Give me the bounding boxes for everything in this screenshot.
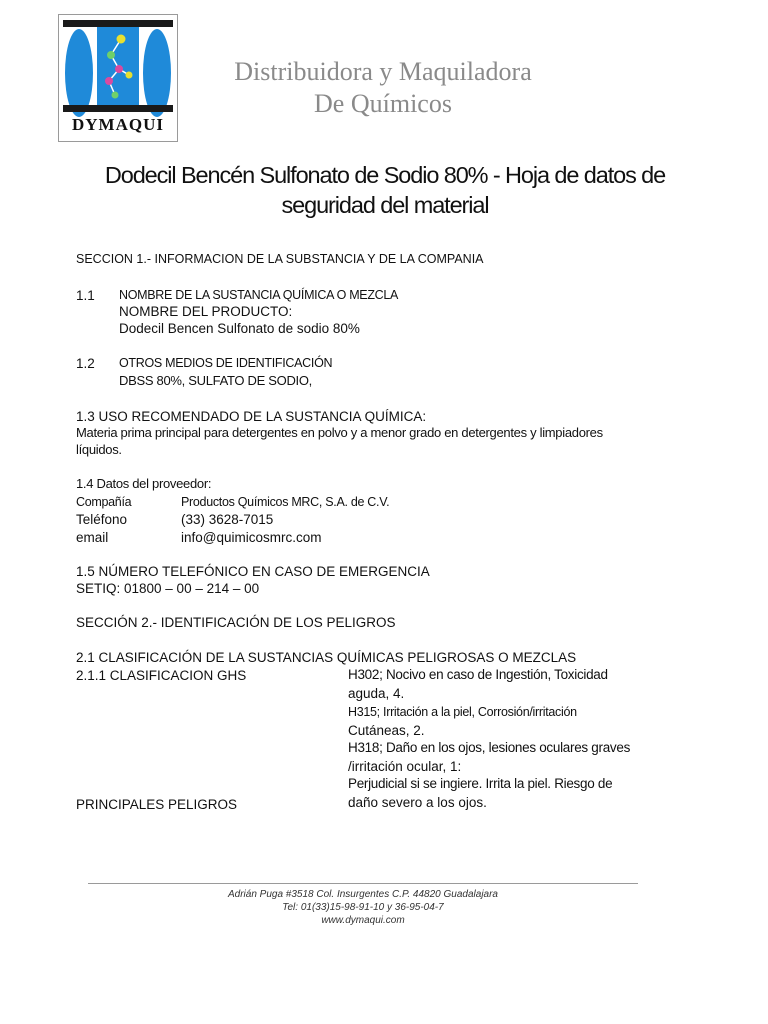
section1-heading: SECCION 1.- INFORMACION DE LA SUBSTANCIA Y DE LA COMPANIA bbox=[76, 252, 484, 266]
s11-number: 1.1 bbox=[76, 288, 95, 303]
supplier-email-value: info@quimicosmrc.com bbox=[181, 530, 322, 545]
footer-address: Adrián Puga #3518 Col. Insurgentes C.P. 44820 Guadalajara bbox=[227, 889, 498, 900]
s13-text-line2: líquidos. bbox=[76, 442, 122, 457]
ghs-h315-line1: H315; Irritación a la piel, Corrosión/irritación bbox=[348, 705, 577, 719]
supplier-phone-label: Teléfono bbox=[76, 512, 128, 527]
company-logo bbox=[58, 14, 178, 142]
supplier-email-label: email bbox=[76, 530, 109, 545]
footer-website: www.dymaqui.com bbox=[321, 915, 405, 926]
ghs-h315-line2: Cutáneas, 2. bbox=[348, 723, 425, 738]
s13-text-line1: Materia prima principal para detergentes en polvo y a menor grado en detergentes y limpiadores bbox=[76, 425, 603, 440]
footer-phone: Tel: 01(33)15-98-91-10 y 36-95-04-7 bbox=[282, 902, 444, 913]
document-title bbox=[60, 160, 710, 220]
ghs-h318-line2: /irritación ocular, 1: bbox=[348, 759, 462, 774]
s11-label: NOMBRE DE LA SUSTANCIA QUÍMICA O MEZCLA bbox=[119, 288, 399, 302]
s15-emergency-phone: SETIQ: 01800 – 00 – 214 – 00 bbox=[76, 581, 260, 596]
supplier-company-label: Compañía bbox=[76, 495, 132, 509]
footer-divider bbox=[88, 883, 638, 884]
company-name-line1: Distribuidora y Maquiladora bbox=[234, 57, 532, 86]
s21-heading: 2.1 CLASIFICACIÓN DE LA SUSTANCIAS QUÍMICAS PELIGROSAS O MEZCLAS bbox=[76, 650, 577, 665]
ghs-h302-line2: aguda, 4. bbox=[348, 686, 405, 701]
main-hazards-line2: daño severo a los ojos. bbox=[348, 795, 487, 810]
s12-label: OTROS MEDIOS DE IDENTIFICACIÓN bbox=[119, 356, 333, 370]
s11-product-name: Dodecil Bencen Sulfonato de sodio 80% bbox=[119, 321, 360, 336]
s14-heading: 1.4 Datos del proveedor: bbox=[76, 476, 212, 491]
supplier-phone-value: (33) 3628-7015 bbox=[181, 512, 274, 527]
section2-heading: SECCIÓN 2.- IDENTIFICACIÓN DE LOS PELIGROS bbox=[76, 615, 396, 630]
logo-text: DYMAQUI bbox=[72, 115, 164, 134]
document-title-line2: seguridad del material bbox=[281, 192, 489, 218]
ghs-h302-line1: H302; Nocivo en caso de Ingestión, Toxicidad bbox=[348, 667, 608, 682]
s15-heading: 1.5 NÚMERO TELEFÓNICO EN CASO DE EMERGENCIA bbox=[76, 564, 430, 579]
main-hazards-label: PRINCIPALES PELIGROS bbox=[76, 797, 238, 812]
company-name bbox=[200, 56, 566, 120]
s12-number: 1.2 bbox=[76, 356, 95, 371]
main-hazards-line1: Perjudicial si se ingiere. Irrita la piel. Riesgo de bbox=[348, 776, 613, 791]
s11-sub-label: NOMBRE DEL PRODUCTO: bbox=[119, 304, 293, 319]
s211-label: 2.1.1 CLASIFICACION GHS bbox=[76, 668, 247, 683]
supplier-company-value: Productos Químicos MRC, S.A. de C.V. bbox=[181, 495, 390, 509]
s12-value: DBSS 80%, SULFATO DE SODIO, bbox=[119, 373, 312, 388]
s13-heading: 1.3 USO RECOMENDADO DE LA SUSTANCIA QUÍMICA: bbox=[76, 409, 427, 424]
ghs-h318-line1: H318; Daño en los ojos, lesiones oculares graves bbox=[348, 740, 631, 755]
company-name-line2: De Químicos bbox=[314, 89, 452, 118]
document-title-line1: Dodecil Bencén Sulfonato de Sodio 80% - Hoja de datos de bbox=[104, 162, 666, 188]
